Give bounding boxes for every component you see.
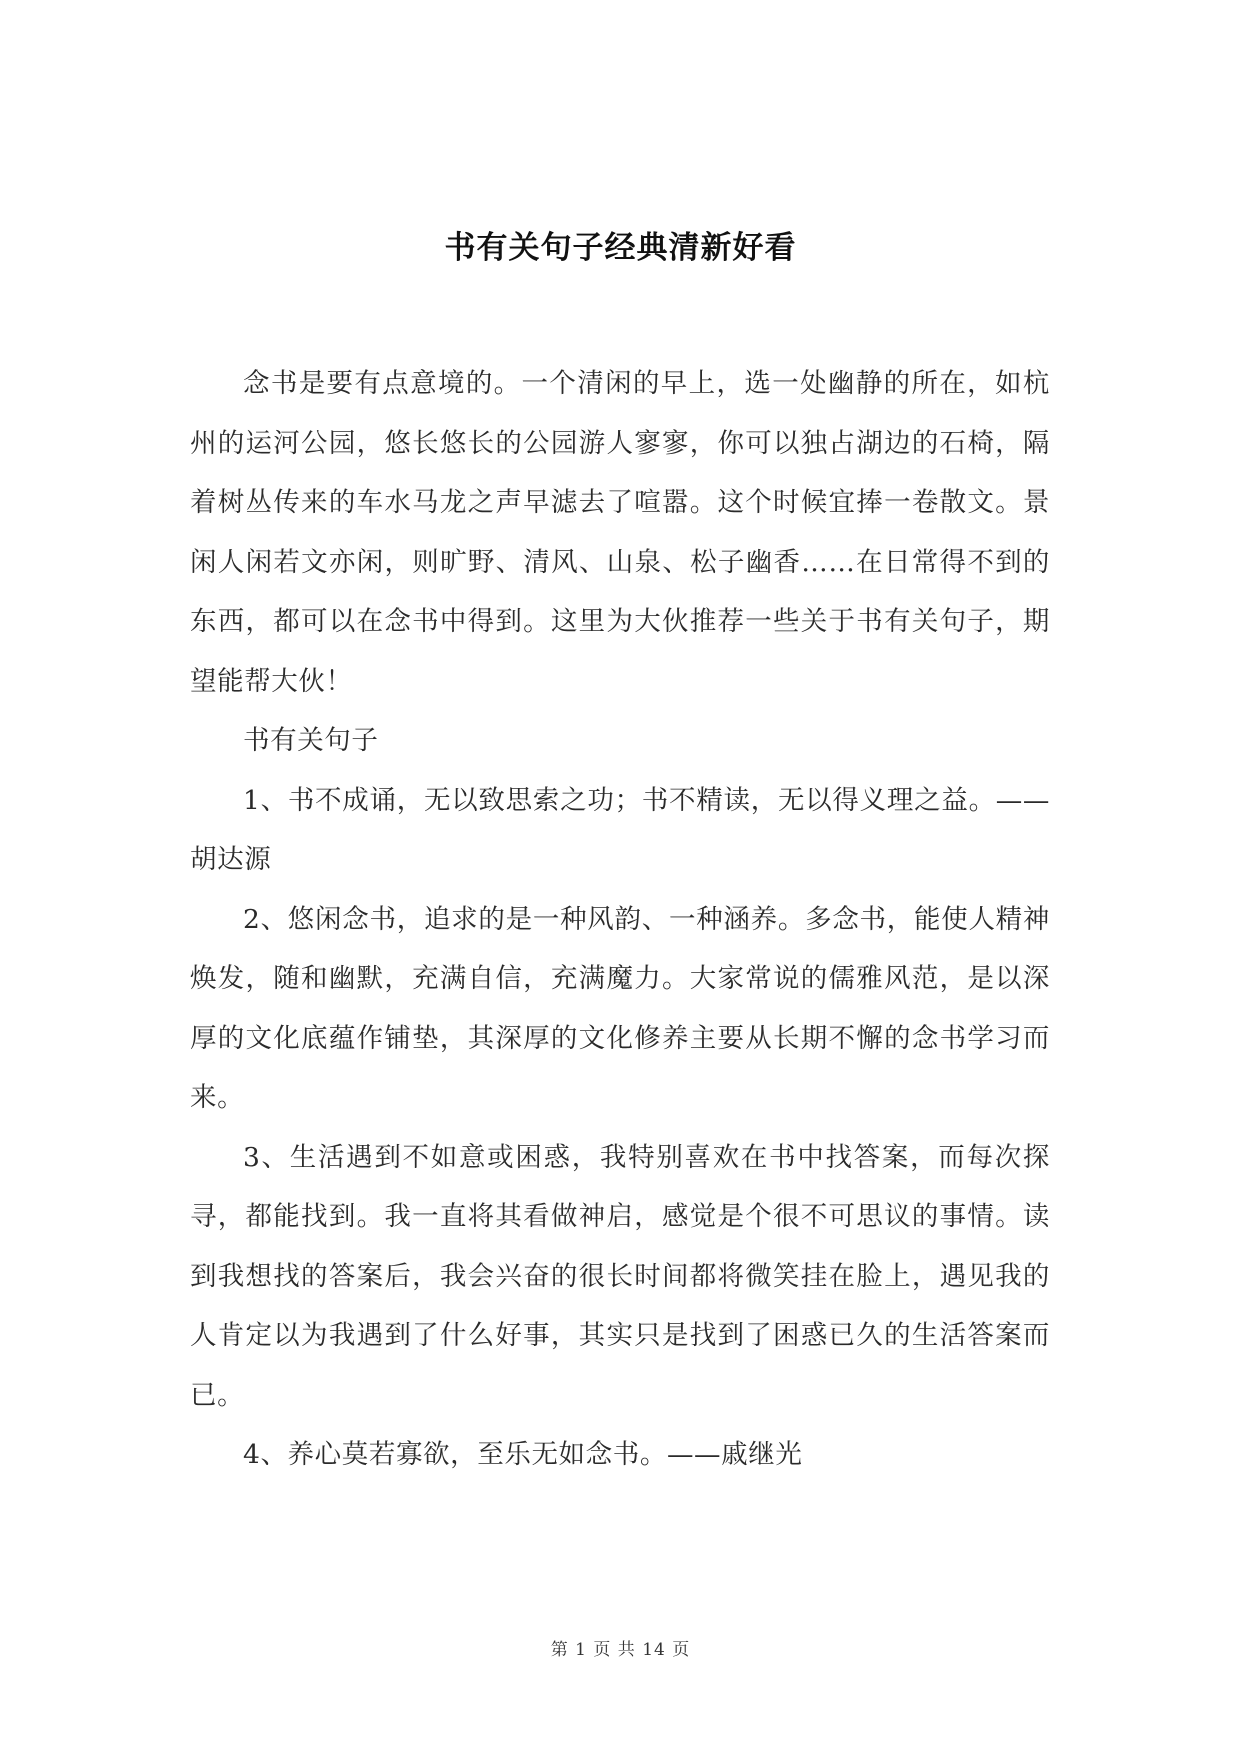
quote-item-4: 4、养心莫若寡欲，至乐无如念书。——戚继光 bbox=[243, 1439, 803, 1470]
quote-item-2: 2、悠闲念书，追求的是一种风韵、一种涵养。多念书，能使人精神焕发，随和幽默，充满自信，充满魔力。大家常说的儒雅风范，是以深厚的文化底蕴作铺垫，其深厚的文化修养主要从长期不懈的念书学习而来。 bbox=[190, 903, 1050, 1113]
page-number-footer: 第 1 页 共 14 页 bbox=[550, 1640, 691, 1660]
quote-item-3: 3、生活遇到不如意或困惑，我特别喜欢在书中找答案，而每次探寻，都能找到。我一直将其看做神启，感觉是个很不可思议的事情。读到我想找的答案后，我会兴奋的很长时间都将微笑挂在脸上，遇见我的人肯定以为我遇到了什么好事，其实只是找到了困惑已久的生活答案而已。 bbox=[190, 1141, 1050, 1411]
document-title: 书有关句子经典清新好看 bbox=[444, 230, 797, 266]
section-heading: 书有关句子 bbox=[243, 725, 379, 756]
quote-item-1: 1、书不成诵，无以致思索之功；书不精读，无以得义理之益。——胡达源 bbox=[190, 784, 1050, 875]
intro-paragraph: 念书是要有点意境的。一个清闲的早上，选一处幽静的所在，如杭州的运河公园，悠长悠长的公园游人寥寥，你可以独占湖边的石椅，隔着树丛传来的车水马龙之声早滤去了喧嚣。这个时候宜捧一卷散文。景闲人闲若文亦闲，则旷野、清风、山泉、松子幽香……在日常得不到的东西，都可以在念书中得到。这里为大伙推荐一些关于书有关句子，期望能帮大伙！ bbox=[190, 368, 1050, 697]
document-body bbox=[190, 354, 1050, 1485]
